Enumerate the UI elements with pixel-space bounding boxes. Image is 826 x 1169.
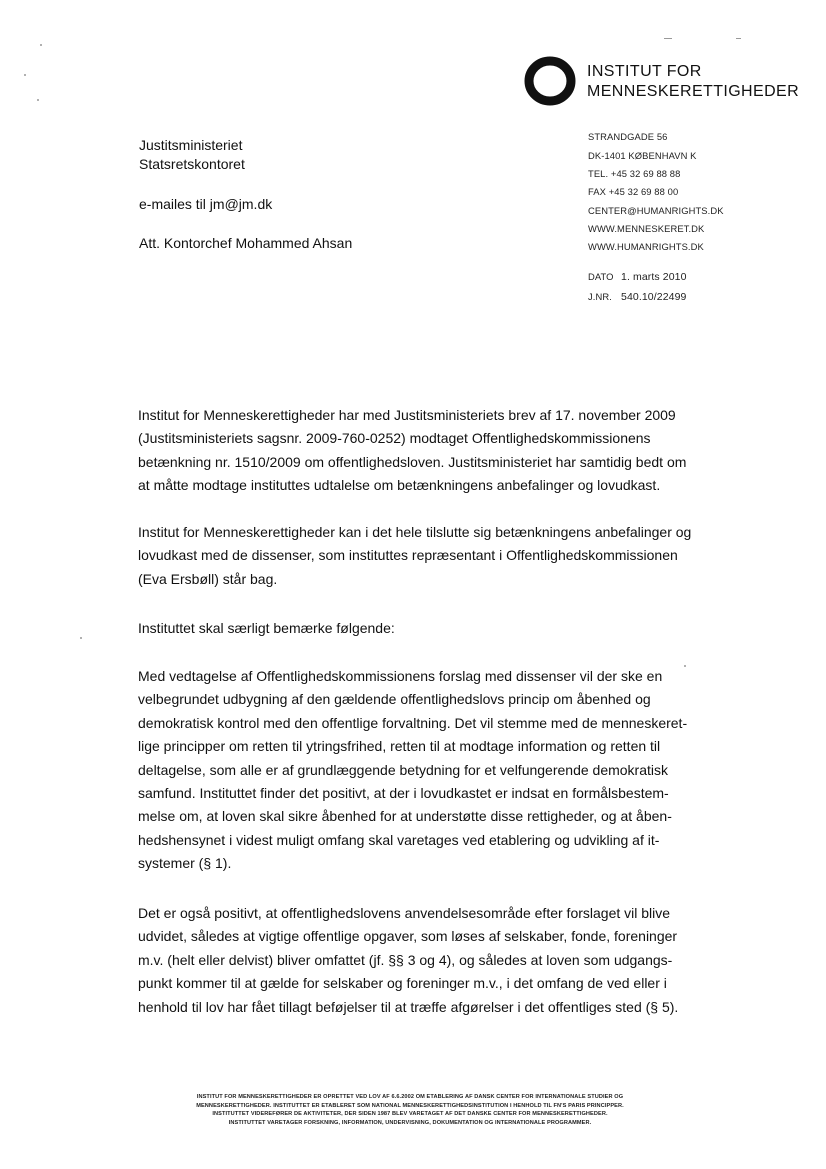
paragraph-line: demokratisk kontrol med den offentlige forvaltning. Det vil stemme med de menneskeret- (138, 714, 688, 731)
recipient-name: Justitsministeriet (139, 137, 243, 153)
paragraph-line: deltagelse, som alle er af grundlæggende betydning for et velfungerende demokratisk (138, 761, 668, 778)
scan-speck (684, 665, 686, 667)
footer-line: INSTITUT FOR MENNESKERETTIGHEDER ER OPRETTET VED LOV AF 6.6.2002 OM ETABLERING AF DANSK CENTER FOR INTERNATIONALE STUDIER OG (196, 1094, 624, 1100)
paragraph-4 (138, 665, 698, 876)
scan-speck (664, 38, 672, 39)
paragraph-line: Institut for Menneskerettigheder kan i det hele tilslutte sig betænkningens anbefalinger og (138, 524, 692, 540)
paragraph-line: Det er også positivt, at offentlighedslovens anvendelsesområde efter forslaget vil blive (138, 905, 671, 921)
paragraph-line: velbegrundet udbygning af den gældende offentlighedslovs princip om åbenhed og (138, 691, 651, 708)
paragraph-line: samfund. Instituttet finder det positivt, at der i lovudkastet er indsat en formålsbestem- (138, 785, 669, 802)
paragraph-5 (138, 902, 698, 1019)
paragraph-1 (138, 404, 698, 498)
footer-line: INSTITUTTET VARETAGER FORSKNING, INFORMATION, UNDERVISNING, DOKUMENTATION OG INTERNATIONALE PROGRAMMER. (228, 1119, 592, 1126)
sender-web-1: WWW.MENNESKERET.DK (588, 223, 705, 234)
scan-speck (37, 99, 39, 101)
paragraph-3 (138, 617, 698, 640)
ring-logo-icon (524, 56, 578, 106)
scan-speck (24, 74, 26, 76)
scan-speck (80, 637, 82, 639)
logo-wordmark (587, 62, 799, 102)
footer-line: INSTITUTTET VIDEREFØRER DE AKTIVITETER, DER SIDEN 1987 BLEV VARETAGET AF DET DANSKE CENTER FOR MENNESKERETTIGHEDER. (212, 1111, 608, 1117)
sender-street: STRANDGADE 56 (588, 131, 668, 142)
paragraph-line: punkt kommer til at gælde for selskaber og foreninger m.v., i det omfang de ved eller i (138, 975, 667, 992)
sender-email: CENTER@HUMANRIGHTS.DK (588, 205, 724, 216)
paragraph-line: henhold til lov har fået tillagt beføjelser til at træffe afgørelser i det offentliges sted (§ 5). (138, 998, 679, 1015)
paragraph-line: Med vedtagelse af Offentlighedskommissionens forslag med dissenser vil der ske en (138, 668, 663, 684)
scan-speck (40, 44, 42, 46)
scan-speck (736, 38, 741, 39)
footer-line: MENNESKERETTIGHEDER. INSTITUTTET ER ETABLERET SOM NATIONAL MENNESKERETTIGHEDSINSTITUTION I HENHOLD TIL FN'S PARIS PRINCIPPER. (196, 1102, 624, 1109)
jnr-label: J.NR. (588, 291, 612, 302)
paragraph-line: lovudkast med de dissenser, som instituttes repræsentant i Offentlighedskommissionen (138, 547, 678, 564)
date-row (588, 271, 687, 283)
paragraph-line: udvidet, således at vigtige offentlige opgaver, som løses af selskaber, fonde, foreninger (138, 928, 678, 945)
paragraph-line: betænkning nr. 1510/2009 om offentlighedsloven. Justitsministeriet har samtidig bedt om (138, 453, 687, 470)
jnr-row (588, 291, 686, 303)
paragraph-line: (Eva Ersbøll) står bag. (138, 570, 278, 587)
paragraph-line: Instituttet skal særligt bemærke følgende: (138, 620, 395, 636)
sender-web-2: WWW.HUMANRIGHTS.DK (588, 241, 704, 252)
paragraph-line: m.v. (helt eller delvist) bliver omfattet (jf. §§ 3 og 4), og således at loven som udgangs- (138, 951, 673, 968)
institute-logo (524, 56, 799, 106)
sender-tel: TEL. +45 32 69 88 88 (588, 168, 681, 179)
recipient-attention: Att. Kontorchef Mohammed Ahsan (139, 235, 353, 251)
logo-line-2: MENNESKERETTIGHEDER (587, 83, 800, 100)
paragraph-line: (Justitsministeriets sagsnr. 2009-760-0252) modtaget Offentlighedskommissionens (138, 430, 651, 447)
paragraph-line: at måtte modtage instituttes udtalelse om betænkningens anbefalinger og lovudkast. (138, 477, 661, 494)
paragraph-line: systemer (§ 1). (138, 855, 232, 872)
date-value: 1. marts 2010 (621, 271, 687, 283)
logo-line-1: INSTITUT FOR (587, 63, 702, 80)
paragraph-line: Institut for Menneskerettigheder har med Justitsministeriets brev af 17. november 2009 (138, 407, 676, 423)
sender-city: DK-1401 KØBENHAVN K (588, 150, 697, 161)
recipient-email-note: e-mailes til jm@jm.dk (139, 196, 273, 212)
recipient-department: Statsretskontoret (139, 156, 245, 172)
paragraph-line: lige principper om retten til ytringsfrihed, retten til at modtage information og retten til (138, 738, 661, 755)
paragraph-line: melse om, at loven skal sikre åbenhed for at understøtte disse rettigheder, og at åben- (138, 808, 672, 825)
legal-footer (130, 1093, 690, 1127)
paragraph-2 (138, 521, 698, 591)
sender-fax: FAX +45 32 69 88 00 (588, 186, 679, 197)
paragraph-line: hedshensynet i videst muligt omfang skal varetages ved etablering og udvikling af it- (138, 831, 660, 848)
jnr-value: 540.10/22499 (621, 291, 687, 303)
date-label: DATO (588, 271, 614, 282)
